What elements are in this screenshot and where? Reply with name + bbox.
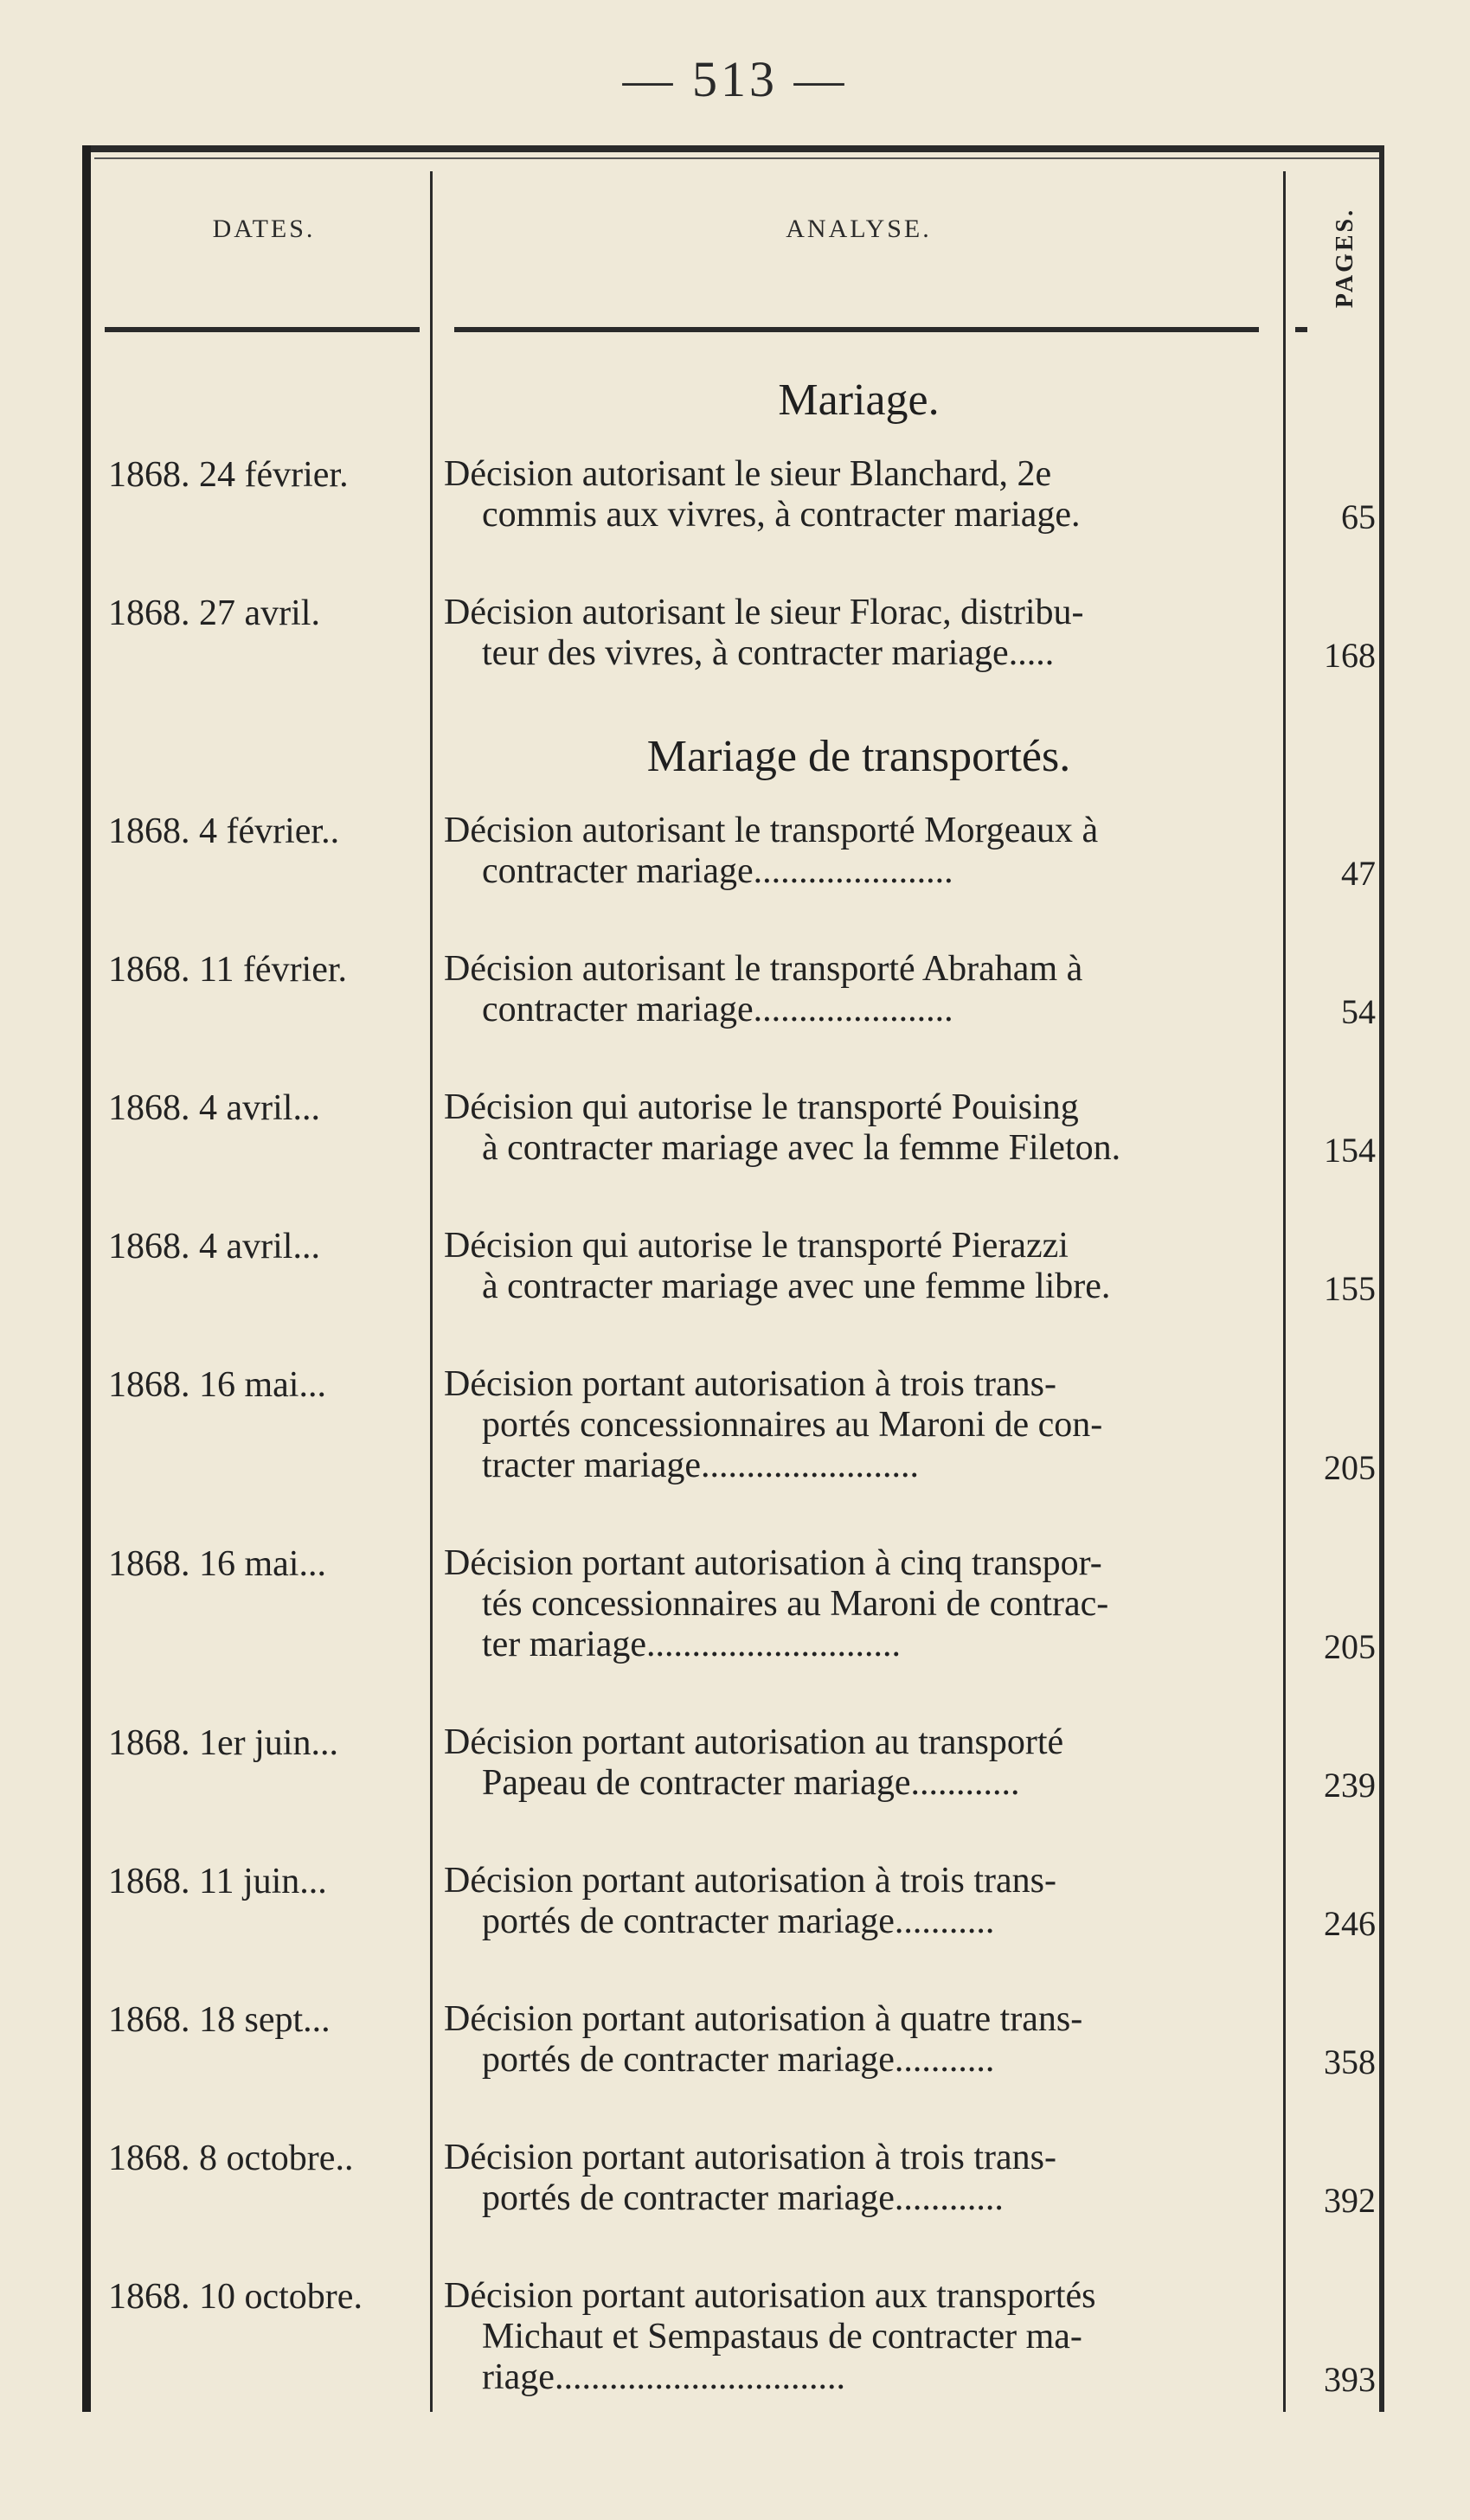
analysis-line: portés concessionnaires au Maroni de con-	[482, 1405, 1103, 1445]
entry-page-ref: 358	[1324, 2042, 1376, 2081]
analysis-line: riage................................	[482, 2357, 845, 2397]
section-title: Mariage de transportés.	[646, 732, 1071, 781]
entry-page-ref: 393	[1324, 2360, 1376, 2399]
analysis-line: Décision portant autorisation à cinq transpor-	[444, 1543, 1102, 1583]
entry-analysis	[444, 949, 1266, 1030]
entry-analysis	[444, 1861, 1266, 1942]
entry-date: 1868. 24 février.	[108, 455, 349, 495]
table-top-rule-thin	[94, 157, 1380, 159]
entry-page-ref: 205	[1324, 1627, 1376, 1666]
analysis-line: à contracter mariage avec une femme libre.	[482, 1266, 1111, 1306]
entry-analysis	[444, 1087, 1266, 1169]
table-right-border	[1379, 145, 1384, 2412]
analysis-line: ter mariage............................	[482, 1625, 902, 1664]
entry-date: 1868. 16 mai...	[108, 1544, 326, 1584]
entry-page-ref: 47	[1341, 854, 1376, 893]
entry-page-ref: 246	[1324, 1904, 1376, 1943]
page-number: — 513 —	[622, 51, 848, 107]
index-table	[82, 145, 1384, 2412]
table-top-rule	[82, 145, 1384, 152]
analysis-line: à contracter mariage avec la femme Fileton.	[482, 1128, 1121, 1168]
section-title: Mariage.	[778, 375, 940, 425]
entry-page-ref: 65	[1341, 497, 1376, 536]
analysis-line: Décision portant autorisation aux transportés	[444, 2276, 1096, 2316]
entry-date: 1868. 11 juin...	[108, 1862, 327, 1901]
analysis-line: contracter mariage......................	[482, 990, 953, 1029]
header-analyse: ANALYSE.	[786, 215, 932, 243]
analysis-line: Décision qui autorise le transporté Pierazzi	[444, 1226, 1069, 1266]
entry-page-ref: 392	[1324, 2181, 1376, 2220]
entry-date: 1868. 4 avril...	[108, 1088, 320, 1128]
entry-date: 1868. 1er juin...	[108, 1723, 338, 1763]
entry-date: 1868. 8 octobre..	[108, 2138, 354, 2178]
table-left-border	[82, 145, 91, 2412]
entry-analysis	[444, 811, 1266, 892]
entry-analysis	[444, 2276, 1266, 2398]
analysis-line: tés concessionnaires au Maroni de contrac-	[482, 1584, 1109, 1624]
header-underline-dates	[105, 327, 420, 332]
entry-analysis	[444, 1722, 1266, 1804]
analysis-line: Décision portant autorisation à trois trans-	[444, 2138, 1056, 2177]
entry-page-ref: 155	[1324, 1269, 1376, 1308]
header-underline-analyse	[454, 327, 1259, 332]
analysis-line: Décision portant autorisation à quatre trans-	[444, 1999, 1083, 2039]
header-dates: DATES.	[212, 215, 316, 243]
entry-page-ref: 168	[1324, 636, 1376, 675]
entry-analysis	[444, 454, 1266, 535]
entry-analysis	[444, 2138, 1266, 2219]
analysis-line: Décision autorisant le transporté Morgeaux à	[444, 811, 1099, 850]
entry-analysis	[444, 1999, 1266, 2081]
entry-analysis	[444, 1364, 1266, 1486]
analysis-line: teur des vivres, à contracter mariage.....	[482, 633, 1055, 673]
analysis-line: Décision autorisant le sieur Florac, distribu-	[444, 593, 1084, 632]
column-divider-dates	[430, 171, 433, 2412]
entry-analysis	[444, 1226, 1266, 1307]
entry-date: 1868. 27 avril.	[108, 593, 320, 633]
analysis-line: Décision autorisant le sieur Blanchard, 2e	[444, 454, 1052, 494]
entry-date: 1868. 10 octobre.	[108, 2277, 363, 2317]
entry-date: 1868. 16 mai...	[108, 1365, 326, 1405]
analysis-line: Décision qui autorise le transporté Pouising	[444, 1087, 1079, 1127]
analysis-line: Décision portant autorisation au transporté	[444, 1722, 1064, 1762]
analysis-line: Michaut et Sempastaus de contracter ma-	[482, 2317, 1082, 2356]
analysis-line: portés de contracter mariage...........	[482, 2040, 995, 2080]
entry-date: 1868. 4 avril...	[108, 1227, 320, 1266]
analysis-line: Décision portant autorisation à trois trans-	[444, 1364, 1056, 1404]
entry-date: 1868. 4 février..	[108, 811, 340, 851]
entry-page-ref: 239	[1324, 1766, 1376, 1805]
header-pages-cell	[1311, 197, 1380, 318]
header-underline-pages	[1295, 327, 1307, 332]
entry-analysis	[444, 1543, 1266, 1665]
entry-page-ref: 154	[1324, 1131, 1376, 1170]
analysis-line: Décision portant autorisation à trois trans-	[444, 1861, 1056, 1901]
analysis-line: portés de contracter mariage...........	[482, 1901, 995, 1941]
entry-page-ref: 54	[1341, 992, 1376, 1031]
analysis-line: tracter mariage........................	[482, 1446, 919, 1485]
column-divider-pages	[1283, 171, 1286, 2412]
analysis-line: contracter mariage......................	[482, 851, 953, 891]
entry-analysis	[444, 593, 1266, 674]
analysis-line: Décision autorisant le transporté Abraham à	[444, 949, 1083, 989]
entry-date: 1868. 18 sept...	[108, 2000, 331, 2040]
entry-page-ref: 205	[1324, 1448, 1376, 1487]
analysis-line: Papeau de contracter mariage............	[482, 1763, 1020, 1803]
header-pages: PAGES.	[1332, 207, 1358, 309]
analysis-line: portés de contracter mariage............	[482, 2178, 1004, 2218]
entry-date: 1868. 11 février.	[108, 950, 348, 990]
analysis-line: commis aux vivres, à contracter mariage.	[482, 495, 1081, 535]
